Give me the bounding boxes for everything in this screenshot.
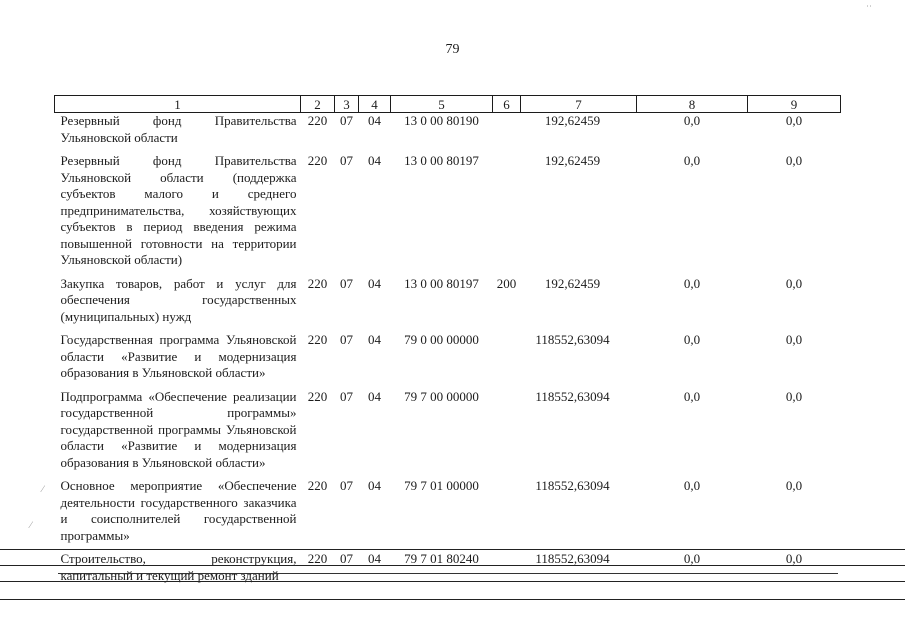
table-row [55, 388, 841, 478]
table-row [55, 331, 841, 388]
row-col9-cell: 0,0 [785, 332, 803, 347]
col-header-7: 7 [521, 96, 637, 113]
row-col3-cell: 07 [340, 113, 353, 128]
row-col4-cell: 04 [368, 478, 381, 493]
row-col6-cell: 200 [496, 275, 517, 291]
row-col6-cell [493, 550, 521, 590]
page-number: 79 [445, 42, 460, 57]
scan-rule-line [0, 599, 905, 600]
row-col2-cell: 220 [307, 332, 328, 347]
row-col3-cell: 07 [340, 153, 353, 168]
row-col2-cell: 220 [307, 113, 328, 128]
row-col3-cell: 07 [340, 275, 353, 291]
row-col8-cell: 0,0 [683, 478, 701, 493]
row-col6-cell [493, 152, 521, 275]
row-col2-cell: 220 [307, 551, 328, 566]
row-col8-cell: 0,0 [683, 551, 701, 566]
row-col7-cell: 192,62459 [544, 113, 601, 128]
row-col2-cell: 220 [307, 388, 328, 404]
budget-table [54, 95, 841, 590]
row-name-cell: Резервный фонд Правительства Ульяновской области [60, 113, 297, 145]
table-row [55, 477, 841, 550]
row-col4-cell: 04 [368, 332, 381, 347]
scan-speck: ⁄ [42, 484, 44, 494]
col-header-5: 5 [391, 96, 493, 113]
col-header-1: 1 [55, 96, 301, 113]
row-col3-cell: 07 [340, 478, 353, 493]
row-col4-cell: 04 [368, 551, 381, 566]
row-col6-cell [493, 331, 521, 388]
row-col9-cell: 0,0 [785, 478, 803, 493]
row-col9-cell: 0,0 [785, 153, 803, 168]
col-header-9: 9 [748, 96, 841, 113]
row-col5-cell: 79 7 00 00000 [404, 388, 479, 404]
row-name-cell: Закупка товаров, работ и услуг для обеспечения государственных (муниципальных) нужд [60, 275, 297, 324]
row-col9-cell: 0,0 [785, 388, 803, 404]
row-col8-cell: 0,0 [683, 275, 701, 291]
table-body [55, 113, 841, 591]
row-col9-cell: 0,0 [785, 275, 803, 291]
row-col6-cell [493, 113, 521, 153]
row-name-cell: Строительство, реконструкция, капитальный и текущий ремонт зданий [60, 551, 297, 583]
scan-rule-line [0, 581, 905, 582]
table-header-row [55, 96, 841, 113]
row-col3-cell: 07 [340, 332, 353, 347]
row-col9-cell: 0,0 [785, 551, 803, 566]
row-col5-cell: 13 0 00 80190 [404, 113, 479, 128]
table-row [55, 550, 841, 590]
row-col4-cell: 04 [368, 113, 381, 128]
row-col8-cell: 0,0 [683, 388, 701, 404]
row-col4-cell: 04 [368, 275, 381, 291]
table-row [55, 275, 841, 332]
col-header-4: 4 [359, 96, 391, 113]
row-col5-cell: 13 0 00 80197 [404, 275, 479, 291]
table-row [55, 113, 841, 153]
row-col7-cell: 118552,63094 [535, 332, 610, 347]
row-col2-cell: 220 [307, 153, 328, 168]
col-header-8: 8 [637, 96, 748, 113]
scan-speck: ˙˙ [866, 4, 872, 14]
row-col7-cell: 118552,63094 [535, 388, 610, 404]
scan-speck: ⁄ [30, 520, 32, 530]
col-header-6: 6 [493, 96, 521, 113]
row-name-cell: Государственная программа Ульяновской области «Развитие и модернизация образования в Ульяновской области» [60, 332, 297, 380]
row-col5-cell: 79 7 01 80240 [404, 551, 479, 566]
col-header-3: 3 [335, 96, 359, 113]
row-col2-cell: 220 [307, 275, 328, 291]
row-col8-cell: 0,0 [683, 153, 701, 168]
row-col2-cell: 220 [307, 478, 328, 493]
row-col7-cell: 192,62459 [544, 275, 601, 291]
scan-rule-line [0, 565, 905, 566]
row-col5-cell: 13 0 00 80197 [404, 153, 479, 168]
row-col8-cell: 0,0 [683, 332, 701, 347]
row-col7-cell: 118552,63094 [535, 551, 610, 566]
col-header-2: 2 [301, 96, 335, 113]
row-col9-cell: 0,0 [785, 113, 803, 128]
row-name-cell: Подпрограмма «Обеспечение реализации государственной программы» государственной программы Ульяновской области «Развитие и модернизация образования в Ульяновской области» [60, 388, 297, 470]
scan-strike-line [58, 573, 838, 574]
row-col7-cell: 118552,63094 [535, 478, 610, 493]
row-col5-cell: 79 0 00 00000 [404, 332, 479, 347]
row-col4-cell: 04 [368, 153, 381, 168]
row-col5-cell: 79 7 01 00000 [404, 478, 479, 493]
row-col3-cell: 07 [340, 388, 353, 404]
scan-rule-line [0, 549, 905, 550]
row-col4-cell: 04 [368, 388, 381, 404]
row-col6-cell [493, 477, 521, 550]
table-row [55, 152, 841, 275]
row-col7-cell: 192,62459 [544, 153, 601, 168]
budget-table-sheet [54, 95, 840, 590]
row-col6-cell [493, 388, 521, 478]
row-col8-cell: 0,0 [683, 113, 701, 128]
row-name-cell: Основное мероприятие «Обеспечение деятельности государственного заказчика и соисполнителей государственной программы» [60, 478, 297, 543]
row-col3-cell: 07 [340, 551, 353, 566]
row-name-cell: Резервный фонд Правительства Ульяновской области (поддержка субъектов малого и среднего предпринимательства, хозяйствующих субъектов в период введения режима повышенной готовности на территории Ульяновской области) [60, 153, 297, 267]
